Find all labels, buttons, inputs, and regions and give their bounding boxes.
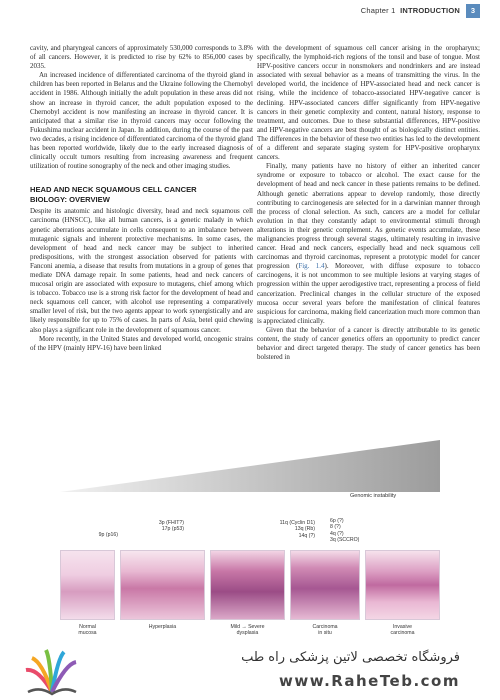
paragraph: Despite its anatomic and histologic diversity, head and neck squamous cell carcinoma (HNSCC), like all human cancers, is a genetic malady in which genetic aberrations accumulate in cells consequent to an imbalance between mutagenic signals and inherent protective mechanisms. In some cases, the development of head and neck cancer may be subject to inherited predispositions, with the strongest association observed for patients with Fanconi anemia, a disease that results from mutations in a group of genes that mediate DNA damage repair. In some patients, head and neck cancers of mucosal origin are associated with exposure to mutagens, chief among which is tobacco. Tobacco use is a strong risk factor for the development of head and neck squamous cell cancer, with alcohol use representing a comparatively smaller level of risk, but the two agents appear to work synergistically and are likely responsible for up to 75% of cases. In parts of Asia, betel quid chewing also plays a significant role in the development of squamous cancer. — [30, 207, 253, 334]
histology-image — [60, 550, 115, 620]
page-number: 3 — [466, 4, 480, 18]
genetic-marker: 6p (?) 8 (?) 4q (?) 3q (SCCRO) — [330, 518, 360, 544]
genomic-instability-label: Genomic instability — [350, 493, 397, 499]
paragraph-text: Finally, many patients have no history of either an inherited cancer syndrome or exposure to tobacco or alcohol. The exact cause for the development of head and neck cancer in these patients remains to be defined. Although genetic aberrations appear to develop randomly, those directly contributing to carcinogenesis are selected for in a darwinian manner through the process of clonal selection. As such, cancers are a model for cellular evolution in that they constantly adapt to environmental stimuli through alterations in their genetic complement. As genetic events accumulate, these malignancies progress through several stages, ultimately resulting in invasive cancer. Head and neck cancers, especially head and neck squamous cell carcinomas and thyroid carcinomas, represent a prototypic model for cancer progression ( — [257, 162, 480, 271]
footer-store-name: فروشگاه تخصصی لاتین پزشکی راه طب — [241, 650, 460, 665]
genomic-instability-wedge — [60, 440, 440, 500]
section-heading — [30, 185, 253, 204]
cancer-progression-figure — [60, 440, 440, 640]
footer-website-link[interactable]: www.RaheTeb.com — [278, 672, 460, 690]
paragraph: with the development of squamous cell cancer arising in the oropharynx; specifically, the lymphoid-rich regions of the tonsil and base of tongue. Most HPV-positive cancers occur in nonsmokers and nondrinkers and are instead associated with sexual behavior as a means of transmitting the virus. In the developed world, the incidence of HPV-associated head and neck cancer is rising, while the incidence of tobacco-associated HPV-negative cancer is declining. HPV-associated cancers differ significantly from HPV-negative cancers in their genetic complexity and content, natural history, response to treatment, and outcomes. Due to these substantial differences, HPV-positive and HPV-negative cancers are best thought of as biologically distinct entities. The differences in the behavior of these two entities has led to the development of a different and separate staging system for HPV-positive oropharynx cancers. — [257, 44, 480, 162]
stage-label: Invasive carcinoma — [390, 624, 415, 637]
section-heading-line: HEAD AND NECK SQUAMOUS CELL CANCER — [30, 185, 197, 195]
arrow-right-icon: → — [241, 624, 247, 630]
histology-image — [365, 550, 440, 620]
stage-label: Hyperplasia — [148, 624, 177, 630]
stage-label: Mild → Severe dysplasia — [230, 624, 265, 637]
paragraph — [257, 162, 480, 326]
paragraph: Given that the behavior of a cancer is directly attributable to its genetic content, the study of cancer genetics offers an opportunity to predict cancer behavior and direct targeted therapy. The study of cancer genetics has been bolstered in — [257, 325, 480, 362]
stage-label: Carcinoma in situ — [312, 624, 338, 637]
histology-image — [290, 550, 360, 620]
chapter-label: Chapter 1 — [360, 6, 396, 15]
genetic-marker: 3p (FHIT?) 17p (p53) — [158, 520, 184, 533]
page-header — [0, 0, 500, 22]
histology-image — [120, 550, 205, 620]
genetic-marker: 9p (p16) — [98, 532, 118, 538]
right-column — [257, 44, 480, 362]
stage-label: Normal mucosa — [78, 624, 97, 637]
chapter-title: INTRODUCTION — [400, 6, 460, 15]
histology-image — [210, 550, 285, 620]
book-logo-icon — [22, 648, 82, 698]
figure-reference-link[interactable]: Fig. 1.4 — [298, 262, 325, 271]
paragraph: An increased incidence of differentiated carcinoma of the thyroid gland in children has been reported in Belarus and the Ukraine following the Chernobyl accident in 1986. Although initially the adult population in these areas did not show an increase in thyroid cancer, the adult population exposed to the Chernobyl accident is now manifesting an increase in thyroid cancer. It is anticipated that a similar rise in thyroid cancers may occur following the Fukushima nuclear accident in Japan. In addition, during the course of the past two decades, a rising incidence of differentiated carcinoma of the thyroid gland has been reported worldwide, likely due to the early increased diagnosis of clinically occult tumors resulting from increasing awareness and frequent utilization of routine sonography of the neck and other imaging studies. — [30, 71, 253, 171]
running-header — [361, 6, 460, 15]
paragraph-text: ). Moreover, with diffuse exposure to tobacco carcinogens, it is not uncommon to see multiple lesions at varying stages of progression within the upper aerodigestive tract, representing a process of field cancerization. Preclinical changes in the cellular structure of the exposed mucosa occur several years before the manifestation of clinical features suspicious for carcinoma, making field cancerization much more common than is appreciated clinically. — [257, 262, 480, 325]
section-heading-line: BIOLOGY: OVERVIEW — [30, 194, 110, 204]
genetic-marker: 11q (Cyclin D1) 13q (Rb) 14q (?) — [279, 520, 315, 539]
paragraph: cavity, and pharyngeal cancers of approximately 530,000 corresponds to 3.8% of all cancers. However, it is predicted to rise by 62% to 856,000 cases by 2035. — [30, 44, 253, 71]
left-column — [30, 44, 253, 353]
paragraph: More recently, in the United States and developed world, oncogenic strains of the HPV (mainly HPV-16) have been linked — [30, 334, 253, 352]
